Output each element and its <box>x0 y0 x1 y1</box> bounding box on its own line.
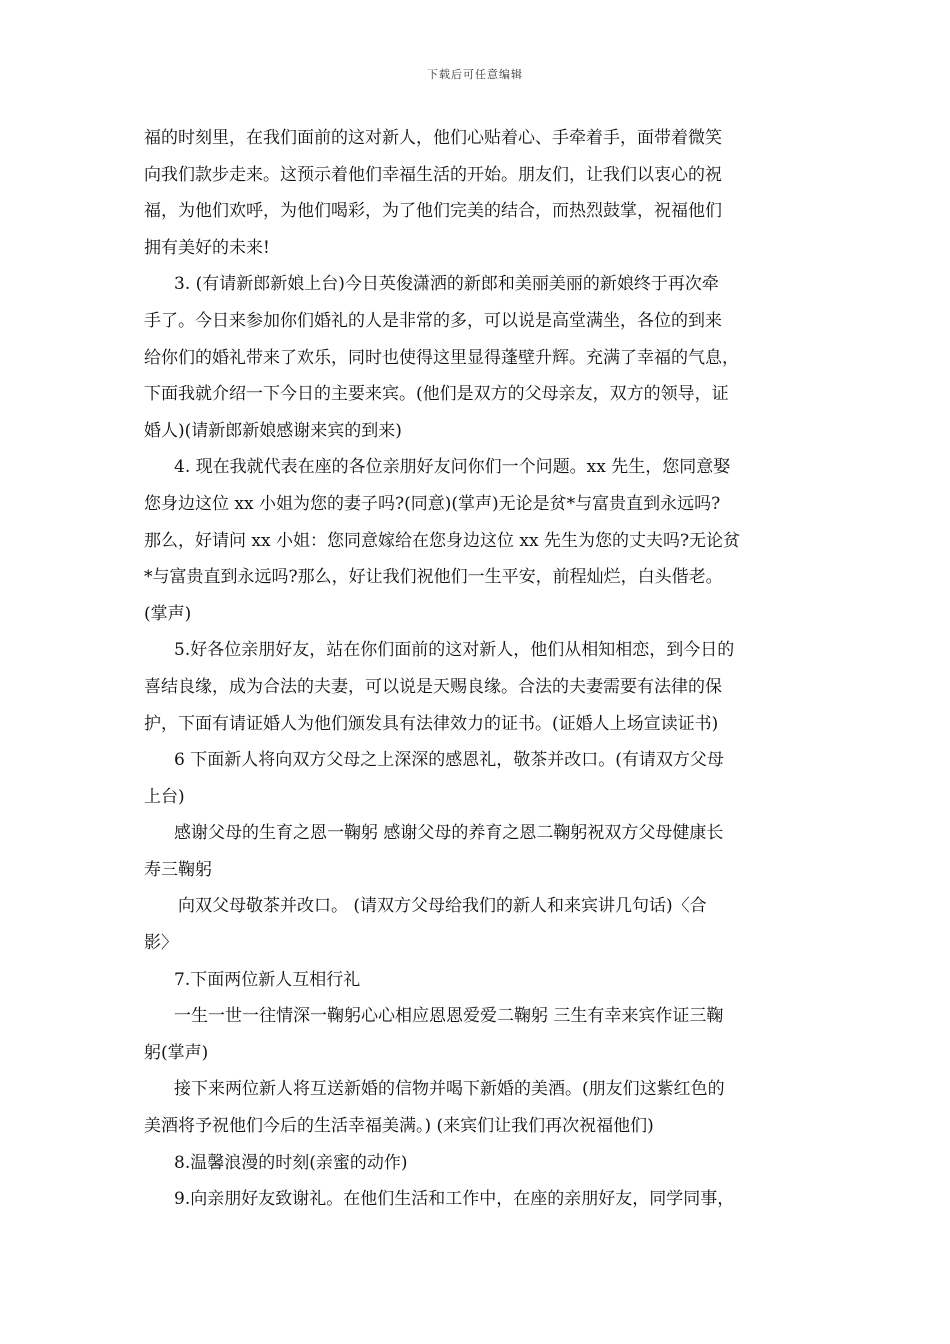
text-line: *与富贵直到永远吗?那么，好让我们祝他们一生平安，前程灿烂，白头偕老。 <box>144 567 723 588</box>
text-line: 福，为他们欢呼，为他们喝彩，为了他们完美的结合，而热烈鼓掌，祝福他们 <box>144 201 722 222</box>
text-line: 3. (有请新郎新娘上台)今日英俊潇洒的新郎和美丽美丽的新娘终于再次牵 <box>174 274 719 295</box>
text-line: 下面我就介绍一下今日的主要来宾。(他们是双方的父母亲友，双方的领导，证 <box>144 384 729 405</box>
page-header: 下载后可任意编辑 <box>427 68 523 81</box>
text-line: 影〉 <box>144 933 178 954</box>
text-line: 一生一世一往情深一鞠躬心心相应恩恩爱爱二鞠躬 三生有幸来宾作证三鞠 <box>174 1006 724 1027</box>
text-line: 向我们款步走来。这预示着他们幸福生活的开始。朋友们，让我们以衷心的祝 <box>144 164 722 185</box>
text-line: 美酒将予祝他们今后的生活幸福美满。) (来宾们让我们再次祝福他们) <box>144 1116 654 1137</box>
text-line: 婚人)(请新郎新娘感谢来宾的到来) <box>144 420 402 441</box>
text-line: 感谢父母的生育之恩一鞠躬 感谢父母的养育之恩二鞠躬祝双方父母健康长 <box>174 823 724 844</box>
text-line: 8.温馨浪漫的时刻(亲蜜的动作) <box>174 1152 408 1173</box>
text-line: 手了。今日来参加你们婚礼的人是非常的多，可以说是高堂满坐，各位的到来 <box>144 310 722 331</box>
text-line: 7.下面两位新人互相行礼 <box>174 969 361 990</box>
text-line: 接下来两位新人将互送新婚的信物并喝下新婚的美酒。(朋友们这紫红色的 <box>174 1079 725 1100</box>
document-body <box>144 120 814 1218</box>
text-line: 福的时刻里，在我们面前的这对新人，他们心贴着心、手牵着手，面带着微笑 <box>144 128 722 148</box>
text-line: 给你们的婚礼带来了欢乐，同时也使得这里显得蓬壁升辉。充满了幸福的气息， <box>144 347 739 368</box>
text-line: 4. 现在我就代表在座的各位亲朋好友问你们一个问题。xx 先生，您同意娶 <box>174 457 731 478</box>
text-line: 寿三鞠躬 <box>144 859 212 880</box>
text-line: 护，下面有请证婚人为他们颁发具有法律效力的证书。(证婚人上场宣读证书) <box>144 713 719 734</box>
text-line: 躬(掌声) <box>144 1042 209 1063</box>
text-line: 9.向亲朋好友致谢礼。在他们生活和工作中，在座的亲朋好友，同学同事， <box>174 1189 735 1210</box>
text-line: 您身边这位 xx 小姐为您的妻子吗?(同意)(掌声)无论是贫*与富贵直到永远吗? <box>144 493 721 514</box>
text-line: 5.好各位亲朋好友，站在你们面前的这对新人，他们从相知相恋，到今日的 <box>174 640 735 661</box>
text-line: 上台) <box>144 786 185 807</box>
text-line: 那么，好请问 xx 小姐：您同意嫁给在您身边这位 xx 先生为您的丈夫吗?无论贫 <box>144 530 741 551</box>
text-line: 向双父母敬茶并改口。 (请双方父母给我们的新人和来宾讲几句话)〈合 <box>178 896 707 917</box>
text-line: 拥有美好的未来! <box>144 237 270 258</box>
text-line: (掌声) <box>144 603 192 624</box>
text-line: 喜结良缘，成为合法的夫妻，可以说是天赐良缘。合法的夫妻需要有法律的保 <box>144 676 722 697</box>
text-line: 6 下面新人将向双方父母之上深深的感恩礼，敬茶并改口。(有请双方父母 <box>174 750 724 771</box>
